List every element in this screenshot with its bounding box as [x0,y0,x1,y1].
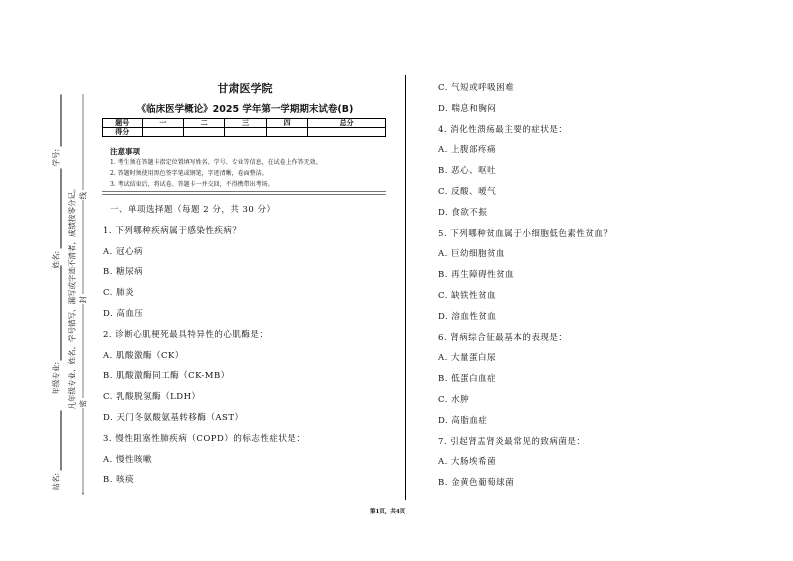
score-cell [142,128,183,137]
score-header: 二 [184,119,225,128]
section-heading: 一、单项选择题（每题 2 分，共 30 分） [110,205,276,215]
option-text: A. 巨幼细胞贫血 [438,249,506,260]
exam-title: 《临床医学概论》2025 学年第一学期期末试卷(B) [136,104,354,115]
field-label: 年级专业: [51,361,61,395]
question-text: 7. 引起肾盂肾炎最常见的致病菌是： [438,436,586,447]
score-cell [308,128,386,137]
option-text: C. 气短或呼吸困难 [438,83,515,93]
field-label: 姓名: [51,250,61,269]
option-text: D. 喘息和胸闷 [438,103,497,114]
option-text: C. 乳酸脱氢酶（LDH） [103,392,201,403]
field-underline [61,411,62,471]
option-text: B. 咳痰 [103,475,135,486]
score-cell [266,128,307,137]
question-text: 3. 慢性阻塞性肺疾病（COPD）的标志性症状是： [103,433,306,444]
option-text: D. 溶血性贫血 [438,311,497,322]
score-cell [225,128,266,137]
score-table [102,118,386,137]
option-text: B. 金黄色葡萄球菌 [438,478,515,489]
question-text: 4. 消化性溃疡最主要的症状是： [438,124,568,135]
option-text: B. 低蛋白血症 [438,374,497,385]
option-text: B. 再生障碍性贫血 [438,270,515,281]
question-text: 6. 肾病综合征最基本的表现是： [438,332,568,343]
option-text: A. 肌酸激酶（CK） [103,350,184,361]
notice-item: 2. 答题时须使用黑色签字笔或钢笔，字迹清晰，卷面整洁。 [110,170,268,177]
score-header: 总分 [308,119,386,128]
school-name: 甘肃医学院 [217,82,273,95]
option-text: A. 大量蛋白尿 [438,353,497,364]
score-cell [184,128,225,137]
page-footer: 第1页，共4页 [370,509,406,515]
field-underline [61,266,62,361]
seal-char: 封 [78,296,88,304]
field-label: 学号: [51,148,61,167]
field-underline [61,95,62,147]
seal-char: 密 [78,400,88,408]
option-text: B. 肌酸激酶同工酶（CK-MB） [103,371,230,382]
notice-item: 1. 考生须在答题卡指定位置填写姓名、学号、专业等信息，在试卷上作答无效。 [110,159,322,166]
option-text: C. 反酸、嗳气 [438,187,497,197]
option-text: A. 大肠埃希菌 [438,457,497,468]
option-text: D. 食欲不振 [438,207,488,218]
option-text: B. 糖尿病 [103,267,144,278]
field-label: 站名: [51,472,61,491]
question-text: 2. 诊断心肌梗死最具特异性的心肌酶是： [103,329,269,340]
margin-note: 凡年级专业、姓名、学号错写、漏写或字迹不清者，成绩按零分记。 [67,184,77,410]
notice-title: 注意事项 [110,147,140,156]
field-underline [61,169,62,249]
score-header: 题号 [103,119,143,128]
notice-item: 3. 考试结束后，将试卷、答题卡一并交回，不得携带出考场。 [110,181,274,188]
option-text: A. 慢性咳嗽 [103,454,153,465]
question-text: 1. 下列哪种疾病属于感染性疾病？ [103,225,242,236]
score-header: 一 [142,119,183,128]
option-text: D. 天门冬氨酸氨基转移酶（AST） [103,413,244,423]
option-text: D. 高血压 [103,309,144,319]
score-row-label: 得分 [103,128,143,137]
divider [102,191,386,195]
option-text: A. 冠心病 [103,246,144,257]
score-header: 三 [225,119,266,128]
question-text: 5. 下列哪种贫血属于小细胞低色素性贫血？ [438,228,613,239]
binding-margin [50,95,95,495]
option-text: A. 上腹部疼痛 [438,145,497,156]
option-text: C. 肺炎 [103,288,135,299]
option-text: D. 高脂血症 [438,415,488,426]
option-text: C. 水肿 [438,395,470,405]
option-text: B. 恶心、呕吐 [438,166,497,177]
option-text: C. 缺铁性贫血 [438,291,497,301]
seal-char: 线 [78,192,88,200]
column-divider [405,75,406,500]
score-header: 四 [266,119,307,128]
